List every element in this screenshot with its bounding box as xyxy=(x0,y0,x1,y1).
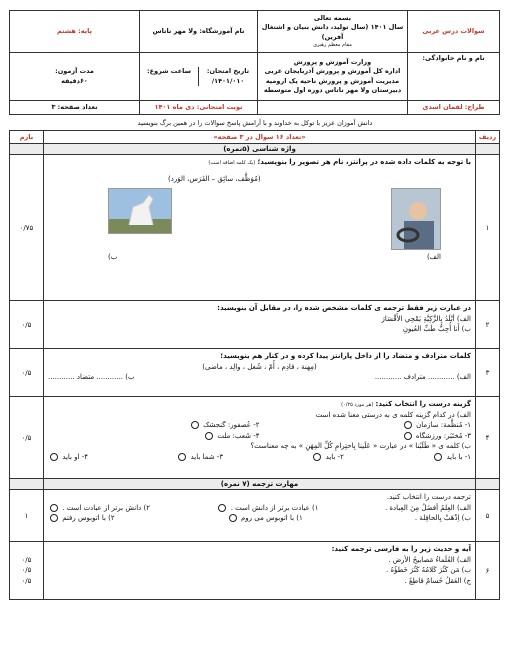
radio-circle-icon[interactable] xyxy=(218,504,226,512)
radio-circle-icon[interactable] xyxy=(191,421,199,429)
q5-b-label: ب) اِذْهَبْ بِالحافِلة . xyxy=(414,514,471,522)
photo-driver xyxy=(391,188,441,250)
count-header: «تعداد ۱۶ سوال در ۳ صفحه» xyxy=(44,131,476,144)
q6-text: آیه و حدیث زیر را به فارسی ترجمه کنید: xyxy=(331,545,471,553)
radio-circle-icon[interactable] xyxy=(50,504,58,512)
question-5 xyxy=(44,490,476,542)
q3-score: ۰/۵ xyxy=(10,349,44,397)
duration-cell xyxy=(10,53,140,101)
question-number: ۱ xyxy=(476,155,500,301)
q4-option-2[interactable]: ۲- عُصفور: گنجشک xyxy=(48,420,260,431)
q1-answer-a: الف) xyxy=(426,253,441,261)
question-number: ۵ xyxy=(476,490,500,542)
q5-a-option-1[interactable]: ۱) عبادت برتر از دانش است . xyxy=(216,503,318,514)
exam-date: ۱۴۰۱/۰۱۰/ xyxy=(211,76,245,85)
admin-district: مدیریت آموزش و پرورش ناحیه یک ارومیه xyxy=(265,76,400,85)
q5-score: ۱ xyxy=(10,490,44,542)
radio-circle-icon[interactable] xyxy=(313,453,321,461)
q2-line-a: الف) أبْلَدُ بِالزَّكِيَّةِ يَمْحِي الأَقْسَارَ xyxy=(381,314,471,323)
empty-cell xyxy=(258,101,408,115)
q4-option-3[interactable]: ۳- مُختَبَر: ورزشگاه xyxy=(260,431,472,442)
designer: طراح: لقمان اسدی xyxy=(408,101,500,115)
q5-text: ترجمه درست را انتخاب کنید. xyxy=(386,493,471,501)
radio-circle-icon[interactable] xyxy=(205,432,213,440)
radio-circle-icon[interactable] xyxy=(404,432,412,440)
exam-turn: نوبت امتحانی: دی ماه ۱۴۰۱ xyxy=(140,101,258,115)
q6-score-2: ۰/۵ xyxy=(21,566,32,575)
radio-circle-icon[interactable] xyxy=(50,453,58,461)
q4-b-option-1[interactable]: ۱- با باید xyxy=(432,452,471,463)
q4-b-option-4[interactable]: ۴- او باید xyxy=(48,452,88,463)
exam-page xyxy=(10,10,500,600)
q4-part-a: الف) در کدام گزینه کلمه ی به درستی معنا شده است xyxy=(315,410,471,419)
question-6 xyxy=(44,542,476,600)
question-4 xyxy=(44,397,476,479)
radio-circle-icon[interactable] xyxy=(434,453,442,461)
q4-option-4[interactable]: ۴- شَعب: ملت xyxy=(48,431,260,442)
subject-cell: سوالات درس عربی xyxy=(408,11,500,53)
start-time-label: ساعت شروع: xyxy=(147,67,191,76)
exam-header xyxy=(9,10,500,115)
q5-a-label: الف) العِلمُ أفضَلُ مِنَ العِبادة . xyxy=(384,503,471,512)
questions-table xyxy=(9,130,500,600)
q4-b-option-2[interactable]: ۲- باید xyxy=(311,452,343,463)
exam-date-label: تاریخ امتحان: xyxy=(206,67,250,76)
q5-b-option-2[interactable]: ۲) با اتوبوس رفتم xyxy=(48,513,115,524)
score-header: بارم xyxy=(10,131,44,144)
q2-line-b: ب) أَنا أُحِبُّ طَبِّ العُيونِ xyxy=(402,325,471,333)
basmala: بسمه تعالی xyxy=(313,13,352,22)
q5-a-option-2[interactable]: ۲) دانش برتر از عبادت است . xyxy=(48,503,150,514)
q1-score: ۰/۷۵ xyxy=(10,155,44,301)
radio-circle-icon[interactable] xyxy=(404,421,412,429)
radio-circle-icon[interactable] xyxy=(229,514,237,522)
year-line: سال ۱۴۰۱ (سال تولید، دانش بنیان و اشتغال آفرین) xyxy=(261,23,404,41)
ministry: وزارت آموزش و پرورش xyxy=(293,57,372,66)
radio-circle-icon[interactable] xyxy=(178,453,186,461)
q4-score: ۰/۵ xyxy=(10,397,44,479)
q3-words: (مِهنة ، قادِم ، أُمّ ، شُغل ، والِد ، ماضی) xyxy=(202,362,317,371)
q1-answer-b: ب) xyxy=(108,253,118,261)
q4-option-1[interactable]: ۱- مُنظَّمة: سازمان xyxy=(260,420,472,431)
leader-credit: مقام معظم رهبری xyxy=(313,42,352,48)
question-number: ۳ xyxy=(476,349,500,397)
duration: ۶۰دقیقه xyxy=(61,76,88,85)
teacher-name: نام آموزشگاه: ولا مهر ناتاس xyxy=(140,11,258,53)
q6-line-2: ب) مَن كَثُرَ كَلامُهُ كَثُرَ خَطؤُهُ . xyxy=(386,566,471,574)
duration-label: مدت آزمون: xyxy=(55,67,94,76)
q6-score-1: ۰/۵ xyxy=(21,555,32,564)
radio-circle-icon[interactable] xyxy=(50,514,58,522)
driver-icon xyxy=(392,189,440,249)
section-title: واژه شناسی (۵نمره) xyxy=(44,144,476,155)
q2-text: در عبارت زیر فقط ترجمه ی کلمات مشخص شده را، در مقابل آن بنویسید: xyxy=(217,304,471,312)
notice: دانش آموزان عزیز با توکل به خداوند و با آرامش پاسخ سوالات را در همین برگ بنویسید xyxy=(137,119,373,127)
question-number: ۴ xyxy=(476,397,500,479)
student-name-label: نام و نام خانوادگی: xyxy=(408,53,500,101)
section-title: مهارت ترجمه (۷ نمره) xyxy=(44,479,476,490)
question-1 xyxy=(44,155,476,301)
basmala-cell xyxy=(258,11,408,53)
date-cell xyxy=(140,53,258,101)
school-full: دبیرستان ولا مهر ناتاس دوره اول متوسطه xyxy=(263,85,402,94)
row-header: ردیف xyxy=(476,131,500,144)
q6-score-3: ۰/۵ xyxy=(21,576,32,585)
q5-b-option-1[interactable]: ۱) با اتوبوس می روم xyxy=(227,513,303,524)
q6-line-1: الف) العُلَماءُ مَصابيحُ الأرض . xyxy=(388,555,471,564)
q6-line-3: ج) العَقلُ حُسامٌ قاطِعٌ . xyxy=(404,576,471,585)
q2-score: ۰/۵ xyxy=(10,301,44,349)
admin-general: اداره کل آموزش و پرورش آذربایجان غربی xyxy=(264,67,401,76)
photo-horse xyxy=(108,188,172,234)
q1-text: با توجه به کلمات داده شده در پرانتز، نام هر تصویر را بنویسید؛ xyxy=(257,158,471,166)
question-3 xyxy=(44,349,476,397)
pages-count: تعداد صفحه: ۳ xyxy=(10,101,140,115)
question-number: ۶ xyxy=(476,542,500,600)
q6-scores xyxy=(10,542,44,600)
q3-text: کلمات مترادف و متضاد را از داخل پارانتز پیدا کرده و در کنار هم بنویسید؛ xyxy=(220,352,471,360)
q4-part-b: ب) کلمه ی « طَلَبُنا » در عبارت « عَلَينا بِاحتِرامِ كُلِّ المِهَنِ » به چه معناست؟ xyxy=(250,442,471,450)
question-2 xyxy=(44,301,476,349)
q1-note: (یک کلمه اضافه است) xyxy=(208,160,256,166)
q4-text: گزینه درست را انتخاب کنید: xyxy=(375,400,471,408)
q3-synonym: الف) ............ مترادف ............ xyxy=(374,373,471,381)
q4-note: (هر مورد ۰/۲۵) xyxy=(341,402,374,408)
ministry-cell xyxy=(258,53,408,101)
q4-b-option-3[interactable]: ۳- شما باید xyxy=(176,452,223,463)
question-number: ۲ xyxy=(476,301,500,349)
q1-words: (مُوَظَّف، سائِق – الفَرَس، الوَرد) xyxy=(168,174,261,183)
grade-cell: پایه: هشتم xyxy=(10,11,140,53)
horse-icon xyxy=(109,189,171,233)
q3-antonym: ب) ............ متضاد ............ xyxy=(48,373,135,381)
